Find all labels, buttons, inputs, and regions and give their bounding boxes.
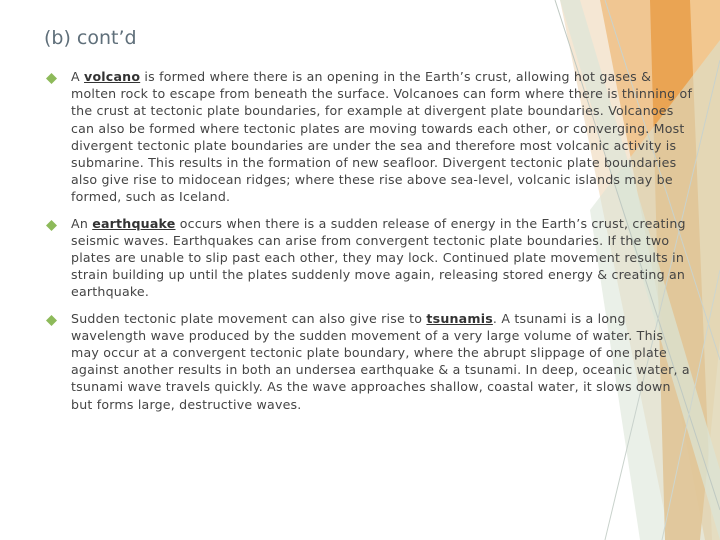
bullet-tsunamis xyxy=(44,310,694,413)
keyword-volcano: volcano xyxy=(84,69,141,84)
diamond-bullet-icon xyxy=(46,315,57,326)
diamond-bullet-icon xyxy=(46,73,57,84)
bullet-list xyxy=(44,68,694,422)
bullet-pre: Sudden tectonic plate movement can also give rise to xyxy=(71,310,427,326)
bullet-post: . A tsunami is a long wavelength wave produced by the sudden movement of a very large volume of water. This may occur at a convergent tectonic plate boundary, where the abrupt slippage of one plate against another results in both an undersea earthquake & a tsunami. In deep, oceanic water, a tsunami wave travels quickly. As the wave approaches shallow, coastal water, it slows down but forms large, destructive waves. xyxy=(71,310,690,412)
bullet-volcano xyxy=(44,68,694,206)
bullet-earthquake xyxy=(44,215,694,301)
bullet-pre: An xyxy=(71,215,93,231)
bullet-post: occurs when there is a sudden release of energy in the Earth’s crust, creating seismic waves. Earthquakes can arise from convergent tectonic plate boundaries. If the two plates are unable to slip past each other, they may lock. Continued plate movement results in strain building up until the plates suddenly move again, releasing stored energy & creating an earthquake. xyxy=(71,215,686,300)
keyword-earthquake: earthquake xyxy=(92,215,176,231)
bullet-text xyxy=(71,215,694,301)
bullet-post: is formed where there is an opening in the Earth’s crust, allowing hot gases & molten rock to escape from beneath the surface. Volcanoes can form where there is thinning of the crust at tectonic plate boundaries, for example at divergent plate boundaries. Volcanoes can also be formed where tectonic plates are moving towards each other, or converging. Most divergent tectonic plate boundaries are under the sea and therefore most volcanic activity is submarine. This results in the formation of new seafloor. Divergent tectonic plate boundaries also give rise to midocean ridges; where these rise above sea-level, volcanic islands may be formed, such as Iceland. xyxy=(71,69,693,205)
bullet-pre: A xyxy=(71,69,85,84)
keyword-tsunamis: tsunamis xyxy=(426,310,493,326)
bullet-text xyxy=(71,310,694,413)
slide-title: (b) cont’d xyxy=(44,27,137,49)
diamond-bullet-icon xyxy=(46,220,57,231)
bullet-text xyxy=(71,68,694,206)
